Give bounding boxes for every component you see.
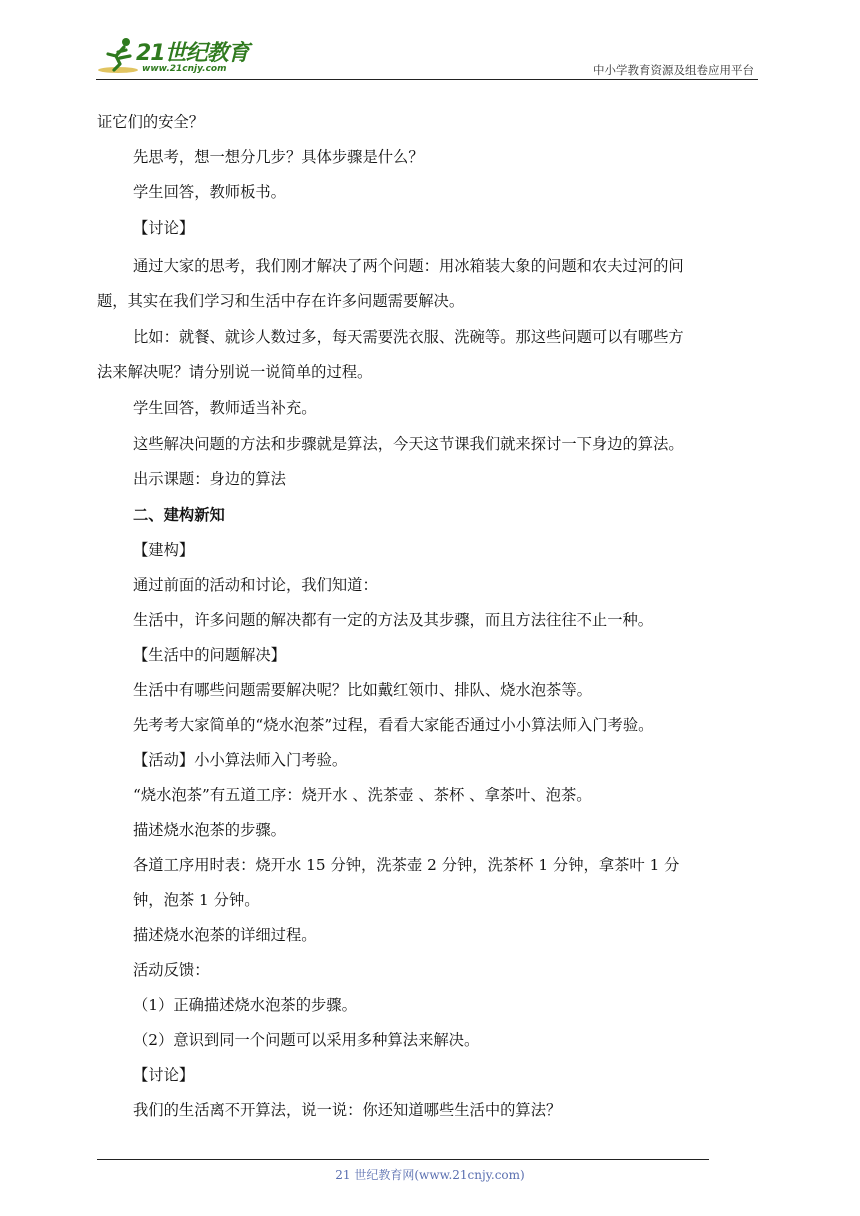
list-item: （1）正确描述烧水泡茶的步骤。 [133,996,357,1014]
text-line: 先考考大家简单的“烧水泡茶”过程，看看大家能否通过小小算法师入门考验。 [133,716,654,734]
section-label: 【建构】 [133,541,195,559]
logo-url: www.21cnjy.com [142,64,227,74]
section-label: 【讨论】 [133,1066,195,1084]
text-line: 各道工序用时表：烧开水 15 分钟，洗茶壶 2 分钟，洗茶杯 1 分钟，拿茶叶 1 分 [133,856,680,874]
text-line: 比如：就餐、就诊人数过多，每天需要洗衣服、洗碗等。那这些问题可以有哪些方 [133,328,684,346]
site-logo[interactable] [96,34,266,78]
section-label: 【生活中的问题解决】 [133,646,286,664]
text-line: 钟，泡茶 1 分钟。 [133,891,260,909]
text-line: 活动反馈： [133,961,210,979]
text-line: 通过大家的思考，我们刚才解决了两个问题：用冰箱装大象的问题和农夫过河的问 [133,257,684,275]
text-line: “烧水泡茶”有五道工序：烧开水 、洗茶壶 、茶杯 、拿茶叶、泡茶。 [133,786,592,804]
text-line: 出示课题：身边的算法 [133,470,286,488]
header-platform-text: 中小学教育资源及组卷应用平台 [593,63,754,77]
text-line: 生活中，许多问题的解决都有一定的方法及其步骤，而且方法往往不止一种。 [133,611,654,629]
text-line: 描述烧水泡茶的步骤。 [133,821,286,839]
text-line: 我们的生活离不开算法，说一说：你还知道哪些生活中的算法？ [133,1101,562,1119]
footer-link[interactable]: 21 世纪教育网(www.21cnjy.com) [335,1168,525,1182]
text-line: 题，其实在我们学习和生活中存在许多问题需要解决。 [97,292,465,310]
text-line: 描述烧水泡茶的详细过程。 [133,926,317,944]
list-item: （2）意识到同一个问题可以采用多种算法来解决。 [133,1031,480,1049]
text-line: 法来解决呢？请分别说一说简单的过程。 [97,363,373,381]
text-line: 这些解决问题的方法和步骤就是算法，今天这节课我们就来探讨一下身边的算法。 [133,435,684,453]
section-heading: 二、建构新知 [133,506,225,524]
text-line: 先思考，想一想分几步？具体步骤是什么？ [133,148,424,166]
logo-text: 21世纪教育 [136,41,249,66]
text-line: 学生回答，教师板书。 [133,183,286,201]
page-header [96,34,758,80]
footer-divider [97,1159,709,1160]
text-line: 证它们的安全？ [97,113,205,131]
section-label: 【讨论】 [133,219,195,237]
runner-icon [96,36,140,76]
text-line: 学生回答，教师适当补充。 [133,399,317,417]
text-line: 通过前面的活动和讨论，我们知道： [133,576,378,594]
section-label: 【活动】小小算法师入门考验。 [133,751,348,769]
header-divider [96,79,758,80]
text-line: 生活中有哪些问题需要解决呢？比如戴红领巾、排队、烧水泡茶等。 [133,681,592,699]
